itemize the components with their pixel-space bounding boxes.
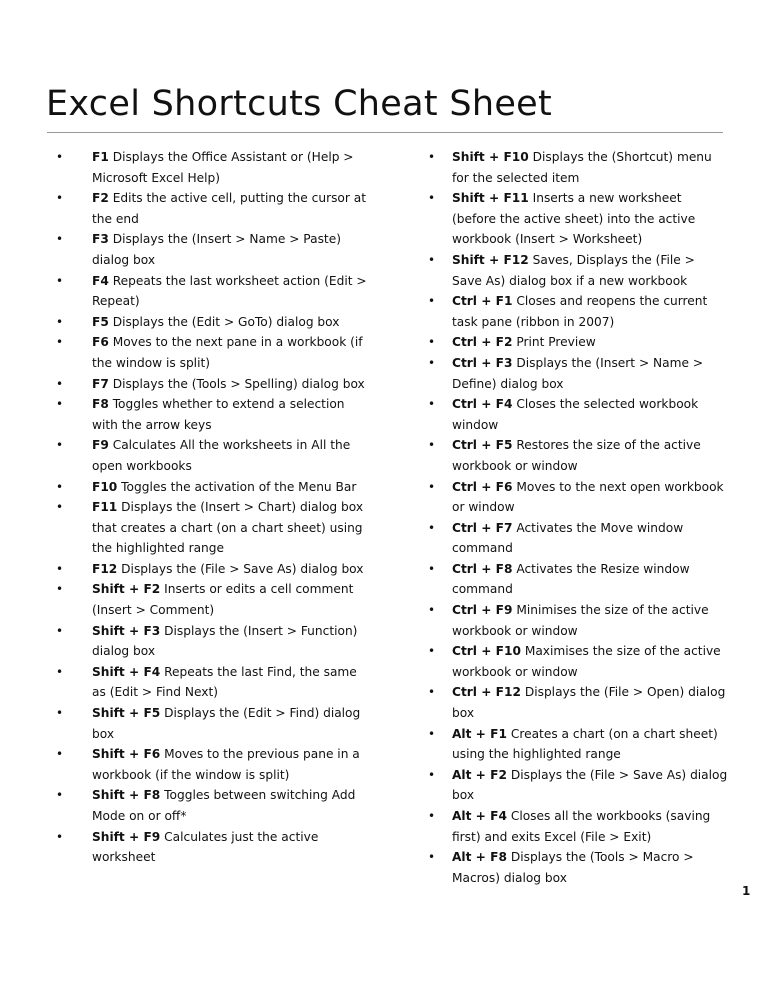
bullet-icon: •	[428, 850, 436, 865]
bullet-icon: •	[56, 273, 64, 288]
shortcut-description: Minimises the size of the active workbook or window	[452, 603, 709, 638]
shortcut-item	[428, 188, 728, 250]
shortcut-key: F11	[92, 500, 118, 515]
shortcut-item	[428, 600, 728, 641]
shortcut-key: F5	[92, 314, 109, 329]
shortcut-key: Shift + F3	[92, 623, 161, 638]
bullet-icon: •	[428, 294, 436, 309]
shortcut-key: F4	[92, 273, 109, 288]
shortcut-item	[428, 724, 728, 765]
shortcut-key: Alt + F1	[452, 726, 507, 741]
shortcut-item	[428, 353, 728, 394]
shortcut-description: Closes and reopens the current task pane (ribbon in 2007)	[452, 294, 708, 329]
shortcut-description: Repeats the last worksheet action (Edit > Repeat)	[92, 273, 367, 309]
bullet-icon: •	[428, 335, 436, 350]
bullet-icon: •	[428, 252, 436, 267]
bullet-icon: •	[428, 767, 436, 782]
shortcut-description: Restores the size of the active workbook or window	[452, 438, 701, 473]
shortcut-description: Displays the (Edit > Find) dialog box	[92, 706, 361, 741]
shortcut-key: Ctrl + F7	[452, 520, 513, 535]
shortcut-description: Displays the (File > Save As) dialog box	[452, 767, 728, 803]
shortcut-item	[428, 291, 728, 332]
bullet-icon: •	[56, 232, 64, 247]
shortcut-description: Calculates just the active worksheet	[92, 829, 319, 865]
title-divider	[47, 132, 723, 133]
shortcut-description: Toggles between switching Add Mode on or off*	[92, 788, 356, 823]
shortcut-item	[56, 785, 371, 826]
shortcut-key: Ctrl + F2	[452, 335, 513, 350]
shortcut-description: Displays the (Insert > Function) dialog box	[92, 623, 358, 659]
shortcut-item	[428, 765, 728, 806]
shortcut-description: Inserts a new worksheet (before the active sheet) into the active workbook (Insert > Worksheet)	[452, 191, 696, 247]
shortcut-item	[428, 332, 728, 353]
bullet-icon: •	[56, 438, 64, 453]
shortcut-item	[56, 744, 371, 785]
shortcut-item	[56, 497, 371, 559]
bullet-icon: •	[428, 479, 436, 494]
shortcut-key: F7	[92, 376, 109, 391]
shortcut-key: Shift + F12	[452, 252, 529, 267]
shortcut-description: Moves to the previous pane in a workbook (if the window is split)	[92, 747, 360, 782]
shortcut-description: Displays the (Tools > Macro > Macros) dialog box	[452, 850, 694, 885]
shortcut-description: Displays the (File > Open) dialog box	[452, 685, 726, 721]
shortcut-key: F8	[92, 397, 109, 412]
shortcut-item	[428, 806, 728, 847]
shortcut-item	[56, 394, 371, 435]
shortcut-description: Saves, Displays the (File > Save As) dialog box if a new workbook	[452, 252, 695, 288]
page-title: Excel Shortcuts Cheat Sheet	[46, 84, 553, 124]
shortcut-item	[56, 312, 371, 333]
shortcut-key: Shift + F8	[92, 788, 161, 803]
shortcut-description: Moves to the next pane in a workbook (if the window is split)	[92, 335, 363, 370]
shortcut-key: Alt + F2	[452, 767, 507, 782]
shortcut-key: Shift + F6	[92, 747, 161, 762]
shortcut-item	[56, 703, 371, 744]
shortcut-description: Print Preview	[516, 335, 596, 350]
shortcut-description: Toggles whether to extend a selection with the arrow keys	[92, 397, 345, 432]
shortcut-description: Moves to the next open workbook or window	[452, 479, 724, 515]
shortcut-list-left	[56, 147, 371, 868]
shortcut-description: Displays the (Tools > Spelling) dialog box	[112, 376, 365, 391]
shortcut-key: F6	[92, 335, 109, 350]
shortcut-item	[428, 477, 728, 518]
shortcut-key: F1	[92, 150, 109, 164]
shortcut-item	[428, 641, 728, 682]
bullet-icon: •	[428, 644, 436, 659]
shortcut-key: Ctrl + F8	[452, 561, 513, 576]
shortcut-key: Ctrl + F1	[452, 294, 513, 309]
shortcut-item	[56, 147, 371, 188]
shortcut-key: Alt + F4	[452, 809, 507, 823]
bullet-icon: •	[56, 747, 64, 762]
bullet-icon: •	[56, 706, 64, 721]
shortcut-item	[56, 188, 371, 229]
shortcut-item	[428, 847, 728, 888]
shortcut-item	[56, 579, 371, 620]
shortcut-item	[56, 271, 371, 312]
page-number: 1	[742, 884, 751, 898]
shortcut-key: Shift + F2	[92, 582, 161, 597]
shortcut-key: Alt + F8	[452, 850, 507, 865]
shortcut-key: Ctrl + F10	[452, 644, 521, 659]
bullet-icon: •	[56, 397, 64, 412]
bullet-icon: •	[428, 561, 436, 576]
bullet-icon: •	[428, 355, 436, 370]
bullet-icon: •	[56, 191, 64, 206]
shortcut-item	[56, 827, 371, 868]
shortcut-description: Displays the (Edit > GoTo) dialog box	[112, 314, 340, 329]
bullet-icon: •	[56, 479, 64, 494]
shortcut-item	[428, 682, 728, 723]
bullet-icon: •	[428, 438, 436, 453]
shortcut-item	[56, 374, 371, 395]
shortcut-key: F3	[92, 232, 109, 247]
shortcut-description: Displays the (Shortcut) menu for the selected item	[452, 150, 712, 185]
shortcut-description: Activates the Resize window command	[452, 561, 690, 597]
bullet-icon: •	[428, 150, 436, 164]
shortcut-key: Ctrl + F5	[452, 438, 513, 453]
bullet-icon: •	[56, 561, 64, 576]
shortcut-key: Shift + F10	[452, 150, 529, 164]
shortcut-description: Repeats the last Find, the same as (Edit > Find Next)	[92, 664, 357, 700]
shortcut-description: Creates a chart (on a chart sheet) using the highlighted range	[452, 726, 718, 762]
bullet-icon: •	[428, 397, 436, 412]
shortcut-description: Toggles the activation of the Menu Bar	[121, 479, 357, 494]
shortcut-key: Shift + F9	[92, 829, 161, 844]
shortcut-item	[428, 250, 728, 291]
bullet-icon: •	[428, 520, 436, 535]
shortcut-key: F2	[92, 191, 109, 206]
shortcut-item	[56, 332, 371, 373]
shortcut-key: Ctrl + F9	[452, 603, 513, 618]
shortcut-description: Edits the active cell, putting the cursor at the end	[92, 191, 367, 226]
bullet-icon: •	[56, 664, 64, 679]
shortcut-description: Displays the (Insert > Name > Define) dialog box	[452, 355, 704, 391]
shortcut-item	[428, 435, 728, 476]
shortcut-description: Closes all the workbooks (saving first) and exits Excel (File > Exit)	[452, 809, 711, 844]
shortcut-description: Displays the Office Assistant or (Help > Microsoft Excel Help)	[92, 150, 354, 185]
shortcut-description: Maximises the size of the active workbook or window	[452, 644, 721, 679]
shortcut-key: Ctrl + F4	[452, 397, 513, 412]
shortcut-item	[428, 518, 728, 559]
shortcut-key: F10	[92, 479, 118, 494]
bullet-icon: •	[56, 335, 64, 350]
bullet-icon: •	[428, 685, 436, 700]
bullet-icon: •	[56, 582, 64, 597]
bullet-icon: •	[56, 500, 64, 515]
shortcut-item	[56, 229, 371, 270]
shortcut-description: Calculates All the worksheets in All the open workbooks	[92, 438, 351, 473]
shortcut-description: Closes the selected workbook window	[452, 397, 699, 432]
bullet-icon: •	[56, 150, 64, 164]
bullet-icon: •	[428, 809, 436, 823]
bullet-icon: •	[56, 623, 64, 638]
shortcut-key: Shift + F11	[452, 191, 529, 206]
shortcut-list-right	[428, 147, 728, 888]
shortcut-key: F12	[92, 561, 118, 576]
bullet-icon: •	[428, 603, 436, 618]
shortcut-description: Displays the (Insert > Name > Paste) dialog box	[92, 232, 341, 267]
shortcut-item	[428, 559, 728, 600]
shortcut-item	[428, 394, 728, 435]
bullet-icon: •	[428, 726, 436, 741]
shortcut-item	[428, 147, 728, 188]
shortcut-item	[56, 662, 371, 703]
shortcut-item	[56, 435, 371, 476]
shortcut-key: Shift + F4	[92, 664, 161, 679]
shortcut-item	[56, 477, 371, 498]
shortcut-key: Ctrl + F3	[452, 355, 513, 370]
bullet-icon: •	[56, 314, 64, 329]
shortcut-description: Displays the (File > Save As) dialog box	[121, 561, 364, 576]
bullet-icon: •	[428, 191, 436, 206]
shortcut-description: Displays the (Insert > Chart) dialog box that creates a chart (on a chart sheet) using the highlighted range	[92, 500, 364, 556]
bullet-icon: •	[56, 829, 64, 844]
shortcut-item	[56, 559, 371, 580]
bullet-icon: •	[56, 376, 64, 391]
shortcut-key: Ctrl + F12	[452, 685, 521, 700]
shortcut-item	[56, 621, 371, 662]
shortcut-key: Shift + F5	[92, 706, 161, 721]
shortcut-description: Activates the Move window command	[452, 520, 684, 556]
shortcut-key: Ctrl + F6	[452, 479, 513, 494]
shortcut-description: Inserts or edits a cell comment (Insert > Comment)	[92, 582, 354, 618]
shortcut-key: F9	[92, 438, 109, 453]
bullet-icon: •	[56, 788, 64, 803]
